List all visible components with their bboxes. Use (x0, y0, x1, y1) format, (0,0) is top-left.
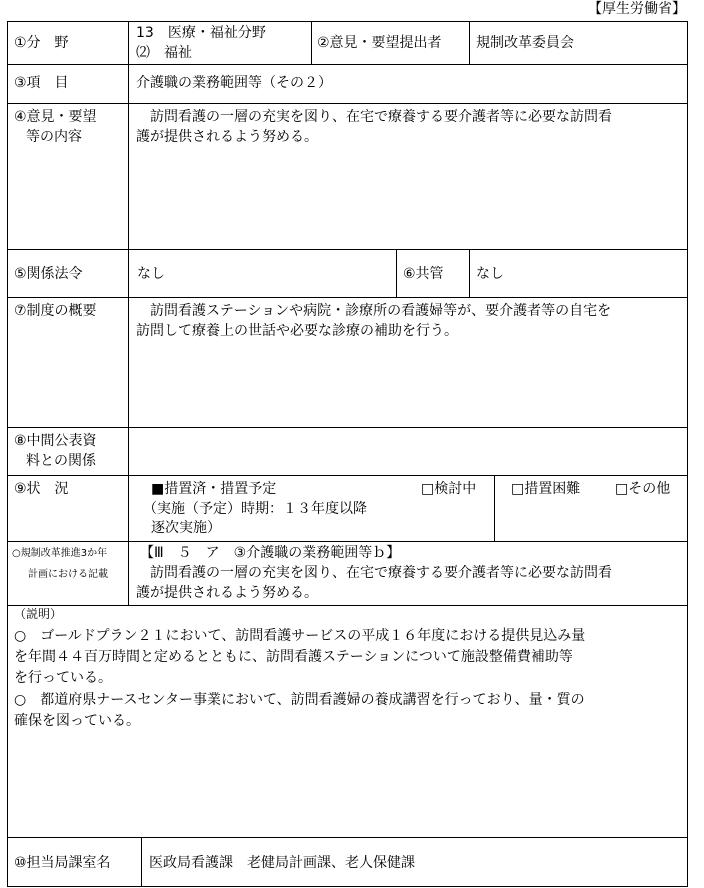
field-value-cell (128, 22, 311, 64)
explanation-heading: （説明） (14, 607, 63, 621)
status-option-difficult: □措置困難 (511, 481, 581, 497)
interim-label-line1: ⑧中間公表資 (14, 433, 97, 449)
plan-line2: 訪問看護の一層の充実を図り、在宅で療養する要介護者等に必要な訪問看 (136, 565, 612, 581)
status-main-cell (128, 476, 494, 541)
opinion-value-cell (128, 104, 687, 249)
explanation-p1-line2: を年間４４百万時間と定めるとともに、訪問看護ステーションについて施設整備費補助等 (14, 649, 573, 665)
status-other-cell (494, 476, 687, 541)
law-row (8, 249, 687, 297)
overview-line1: 訪問看護ステーションや病院・診療所の看護婦等が、要介護者等の自宅を (136, 303, 612, 319)
interim-label-line2: 料との関係 (26, 453, 96, 469)
plan-label-line1: ○規制改革推進3か年 (12, 548, 108, 559)
submitter-value: 規制改革委員会 (476, 35, 574, 51)
status-label: ⑨状 況 (14, 481, 69, 497)
explanation-p2-line1: ○ 都道府県ナースセンター事業において、訪問看護婦の養成講習を行っており、量・質の (14, 692, 585, 708)
office-value-cell (141, 838, 687, 886)
field-value-line1: 13 医療・福祉分野 (136, 25, 266, 41)
status-option-review: □検討中 (421, 481, 477, 497)
form-table (7, 21, 688, 887)
submitter-label: ②意見・要望提出者 (317, 35, 442, 51)
opinion-label-line1: ④意見・要望 (14, 109, 97, 125)
plan-row (8, 541, 687, 605)
office-label: ⑩担当局課室名 (14, 855, 111, 871)
item-label: ③項 目 (14, 75, 69, 91)
plan-value-cell (128, 542, 687, 605)
submitter-label-cell (311, 22, 469, 64)
item-value-cell (128, 65, 687, 103)
plan-line1: 【Ⅲ ５ ア ③介護職の業務範囲等ｂ】 (140, 545, 401, 561)
joint-label-cell (396, 250, 469, 297)
field-label: ①分 野 (14, 35, 69, 51)
overview-line2: 訪問して療養上の世話や必要な診療の補助を行う。 (136, 323, 458, 339)
explanation-p2-line2: 確保を図っている。 (14, 713, 140, 729)
status-option-other: □その他 (615, 481, 671, 497)
item-value: 介護職の業務範囲等（その２） (136, 75, 332, 91)
status-option-done: ■措置済・措置予定 (151, 481, 277, 497)
opinion-line2: 護が提供されるよう努める。 (136, 129, 318, 145)
explanation-section (8, 605, 687, 837)
office-value: 医政局看護課 老健局計画課、老人保健課 (149, 855, 415, 871)
opinion-label-line2: 等の内容 (26, 129, 82, 145)
plan-label-line2: 計画における記載 (28, 569, 108, 580)
law-value: なし (137, 266, 165, 282)
law-value-cell (128, 250, 396, 297)
law-label: ⑤関係法令 (14, 266, 83, 282)
joint-value: なし (476, 266, 504, 282)
joint-value-cell (469, 250, 687, 297)
field-value-line2: ⑵ 福祉 (136, 45, 192, 61)
item-row (8, 64, 687, 103)
submitter-value-cell (469, 22, 687, 64)
field-row (8, 22, 687, 64)
opinion-row (8, 103, 687, 249)
status-timing-line2: 逐次実施） (151, 520, 221, 536)
overview-label: ⑦制度の概要 (14, 303, 97, 319)
interim-value-cell (128, 428, 687, 475)
office-row (8, 837, 687, 886)
joint-label: ⑥共管 (403, 266, 444, 282)
overview-value-cell (128, 298, 687, 427)
status-row (8, 475, 687, 541)
interim-row (8, 427, 687, 475)
plan-line3: 護が提供されるよう努める。 (136, 585, 318, 601)
explanation-p1-line3: を行っている。 (14, 670, 112, 686)
status-timing-line1: （実施（予定）時期：１３年度以降 (143, 501, 367, 517)
overview-row (8, 297, 687, 427)
explanation-p1-line1: ○ ゴールドプラン２１において、訪問看護サービスの平成１６年度における提供見込み量 (14, 628, 586, 644)
ministry-label: 【厚生労働省】 (588, 1, 686, 17)
opinion-line1: 訪問看護の一層の充実を図り、在宅で療養する要介護者等に必要な訪問看 (136, 109, 612, 125)
